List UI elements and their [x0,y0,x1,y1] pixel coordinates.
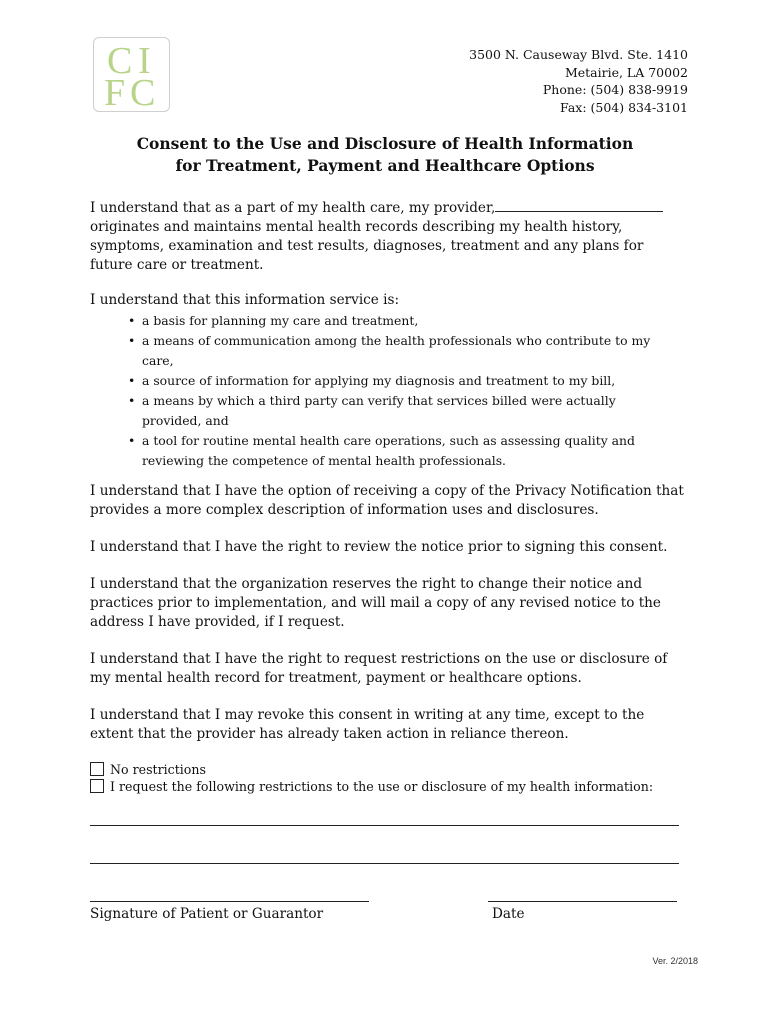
service-bullet-list [128,311,668,471]
no-restrictions-option[interactable] [90,761,206,778]
address-street: 3500 N. Causeway Blvd. Ste. 1410 [469,47,688,62]
cifc-logo [93,37,170,112]
list-item: • a basis for planning my care and treatment, [128,311,668,331]
signature-line[interactable] [90,901,369,902]
date-label: Date [492,906,525,922]
no-restrictions-checkbox[interactable] [90,762,104,776]
address-phone: Phone: (504) 838-9919 [542,82,688,97]
address-fax: Fax: (504) 834-3101 [560,99,688,115]
logo-letter-i: I [138,40,151,82]
version-label: Ver. 2/2018 [652,956,698,966]
change-notice-paragraph: I understand that the organization reserves the right to change their notice and practices prior to implementation, and will mail a copy of any revised notice to the address I have provided, if I request. [90,576,661,630]
intro-text-cont: originates and maintains mental health records describing my health history, symptoms, examination and test results, diagnoses, treatment and any plans for future care or treatment. [90,219,644,273]
list-item: • a tool for routine mental health care operations, such as assessing quality and reviewing the competence of mental health professionals. [128,431,668,471]
logo-letter-f: F [104,72,126,114]
privacy-notification-paragraph: I understand that I have the option of receiving a copy of the Privacy Notification that provides a more complex description of information uses and disclosures. [90,483,684,518]
list-item: • a source of information for applying my diagnosis and treatment to my bill, [128,371,668,391]
title-line-1: Consent to the Use and Disclosure of Health Information [136,134,634,153]
request-restrictions-option[interactable] [90,778,653,795]
provider-name-blank[interactable] [495,198,663,212]
no-restrictions-label: No restrictions [110,762,206,777]
title-line-2: for Treatment, Payment and Healthcare Options [175,156,595,175]
review-notice-paragraph: I understand that I have the right to review the notice prior to signing this consent. [90,539,668,555]
date-line[interactable] [488,901,677,902]
clinic-address [469,46,688,116]
request-restrictions-label: I request the following restrictions to the use or disclosure of my health information: [110,779,654,794]
document-title [0,133,770,177]
logo-letter-c: C [107,40,133,82]
revoke-consent-paragraph: I understand that I may revoke this consent in writing at any time, except to the extent that the provider has already taken action in reliance thereon. [90,707,645,742]
list-item: • a means by which a third party can verify that services billed were actually provided, and [128,391,668,431]
address-city: Metairie, LA 70002 [564,64,688,80]
intro-paragraph [90,198,690,275]
restrictions-line-2[interactable] [90,863,679,864]
service-intro: I understand that this information service is: [90,292,400,308]
restrictions-line-1[interactable] [90,825,679,826]
list-item: • a means of communication among the health professionals who contribute to my care, [128,331,668,371]
restrictions-paragraph: I understand that I have the right to request restrictions on the use or disclosure of my mental health record for treatment, payment or healthcare options. [90,651,668,686]
logo-letter-c2: C [130,72,156,114]
signature-label: Signature of Patient or Guarantor [90,906,324,922]
request-restrictions-checkbox[interactable] [90,779,104,793]
intro-text: I understand that as a part of my health care, my provider, [90,200,496,216]
